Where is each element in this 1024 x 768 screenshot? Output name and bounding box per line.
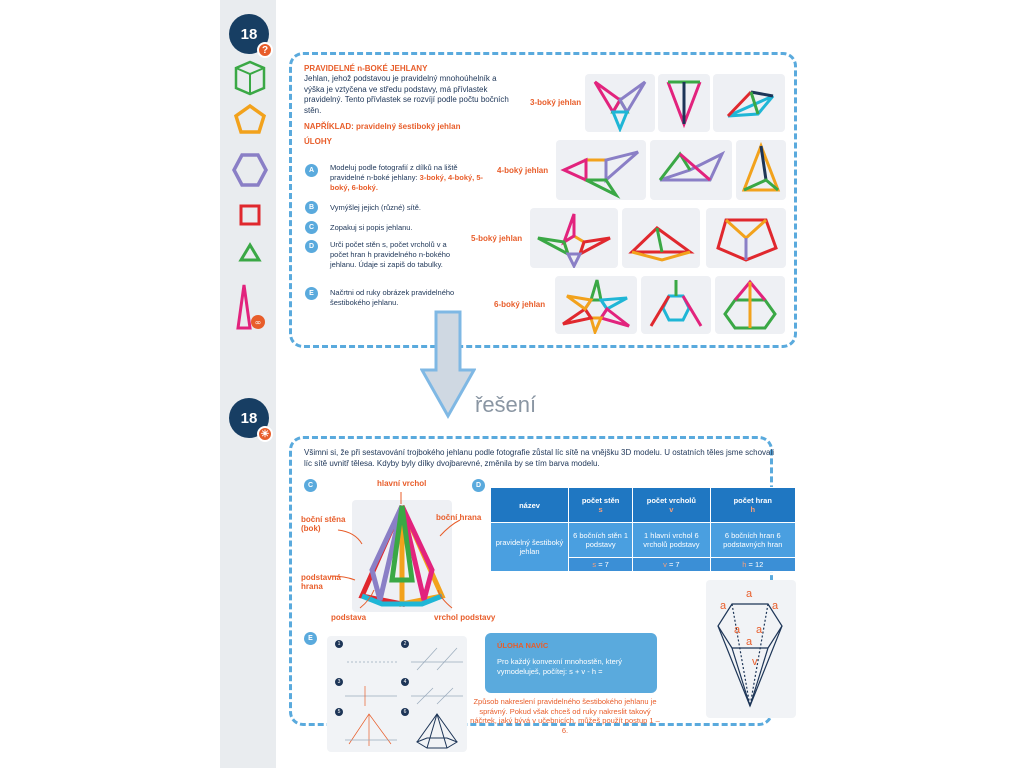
edge-label-a: a xyxy=(720,600,727,612)
label-apex: hlavní vrchol xyxy=(377,479,427,488)
tasks-heading: ÚLOHY xyxy=(304,137,332,146)
stats-table xyxy=(490,487,796,572)
cell-vertices: 1 hlavní vrchol 6 vrcholů podstavy xyxy=(633,523,710,558)
section-title: PRAVIDELNÉ n-BOKÉ JEHLANY xyxy=(304,64,428,73)
model-photo-4-pyramid xyxy=(736,140,786,200)
step-5 xyxy=(335,708,395,756)
intro-text: Jehlan, jehož podstavou je pravidelný mnohoúhelník a výška je vztyčena ve středu podstavy, má přívlastek pravidelný. Tento přívlastek se rozvíjí podle počtu bočních stěn. xyxy=(304,74,509,115)
shape-icons xyxy=(232,60,268,350)
model-photo-5-pyramid xyxy=(706,208,786,268)
step-number: 1 xyxy=(335,640,343,648)
total-faces-sym: s xyxy=(592,560,597,569)
edge-label-a: a xyxy=(746,636,753,648)
header-name: název xyxy=(491,488,569,523)
total-edges-val: = 12 xyxy=(748,560,764,569)
lightbulb-icon: ☀ xyxy=(257,426,273,442)
model-photo-6-net xyxy=(555,276,637,334)
edge-label-a: a xyxy=(734,624,741,636)
row-label-4: 4-boký jehlan xyxy=(497,166,549,175)
header-edges xyxy=(710,488,795,523)
label-pointers xyxy=(300,480,500,630)
label-base-vertex: vrchol podstavy xyxy=(434,613,496,622)
task-letter: B xyxy=(305,201,318,214)
pentagon-icon xyxy=(236,106,264,132)
question-icon: ? xyxy=(257,42,273,58)
task-c: Zopakuj si popis jehlanu. xyxy=(330,223,413,232)
row-label-3: 3-boký jehlan xyxy=(530,98,582,107)
height-label-v: v xyxy=(752,656,758,668)
model-photo-3-pyramid xyxy=(713,74,785,132)
total-edges xyxy=(710,558,795,572)
edge-label-a: a xyxy=(756,624,763,636)
task-e: Načrtni od ruky obrázek pravidelného šestibokého jehlanu. xyxy=(330,288,455,307)
task-a-highlight: 3-boký, 4-boký, 5-boký, 6-boký. xyxy=(330,173,484,192)
square-icon xyxy=(241,206,259,224)
total-edges-sym: h xyxy=(742,560,747,569)
solution-number: 18 xyxy=(240,409,258,427)
label-base-edge: podstavná hrana xyxy=(301,573,342,591)
tall-triangle-icon xyxy=(238,285,250,328)
model-photo-5-folded xyxy=(622,208,700,268)
solution-intro: Všimni si, že při sestavování trojbokého jehlanu podle fotografie zůstal líc sítě na vnějšku 3D modelu. U ostatních těles jsme schovali líc sítě uvnitř tělesa. Kdyby byly dílky dvojbarevné, změnila by se tím barva modelu. xyxy=(304,448,775,468)
total-faces-val: = 7 xyxy=(598,560,609,569)
arrow-down-icon xyxy=(420,310,476,420)
total-vertices-val: = 7 xyxy=(668,560,680,569)
model-photo-6-folded xyxy=(641,276,711,334)
step-number: 3 xyxy=(335,678,343,686)
header-vertices-label: počet vrcholů xyxy=(646,496,696,505)
task-letter: A xyxy=(305,164,318,177)
header-faces-sym: s xyxy=(598,505,603,514)
label-side-face: boční stěna (bok) xyxy=(301,515,346,533)
table-header-row xyxy=(491,488,796,523)
row-name: pravidelný šestiboký jehlan xyxy=(491,523,569,572)
svg-text:∞: ∞ xyxy=(254,318,262,327)
drawing-note: Způsob nakreslení pravidelného šestibokého jehlanu je správný. Pokud však chceš od ruky nakreslit takový náčrtek, jaký bývá v učebnicích, můžeš použít postup 1 – 6. xyxy=(470,697,660,735)
task-d: Urči počet stěn s, počet vrcholů v a počet hran h pravidelného n-bokého jehlanu. Údaje si zapiš do tabulky. xyxy=(330,240,451,269)
step-number: 5 xyxy=(335,708,343,716)
step-number: 6 xyxy=(401,708,409,716)
task-b: Vymýšlej jejich (různé) sítě. xyxy=(330,203,421,212)
hexagon-icon xyxy=(234,155,266,185)
pyramid-diagram xyxy=(706,580,796,718)
model-photo-3-net xyxy=(585,74,655,132)
solution-heading: řešení xyxy=(475,392,537,417)
solution-badge xyxy=(229,398,269,438)
header-faces xyxy=(569,488,633,523)
section-letter-e: E xyxy=(304,632,317,645)
drawing-steps xyxy=(327,636,467,752)
edge-label-a: a xyxy=(772,600,779,612)
model-photo-5-net xyxy=(530,208,618,268)
task-letter: E xyxy=(305,287,318,300)
cube-3d-icon xyxy=(236,62,264,94)
table-row xyxy=(491,523,796,558)
section-letter-d: D xyxy=(472,479,485,492)
task-a-text: Modeluj podle fotografií z dílků na liště pravidelné n-boké jehlany: xyxy=(330,163,458,182)
model-photo-4-net xyxy=(556,140,646,200)
header-vertices xyxy=(633,488,710,523)
total-faces xyxy=(569,558,633,572)
extra-task-text: Pro každý konvexní mnohostěn, který vymodeluješ, počítej: s + v - h = xyxy=(497,657,623,676)
triangle-icon xyxy=(241,245,259,260)
edge-label-a: a xyxy=(746,588,753,600)
header-edges-sym: h xyxy=(750,505,756,514)
task-letter: C xyxy=(305,221,318,234)
extra-task-title: ÚLOHA NAVÍC xyxy=(497,641,549,650)
total-vertices-sym: v xyxy=(663,560,667,569)
row-label-5: 5-boký jehlan xyxy=(471,234,523,243)
label-base: podstava xyxy=(331,613,367,622)
model-photo-3-tall xyxy=(658,74,710,132)
task-badge-top xyxy=(229,14,269,54)
task-number: 18 xyxy=(240,25,258,43)
cell-edges: 6 bočních hran 6 podstavných hran xyxy=(710,523,795,558)
task-a xyxy=(330,163,490,193)
theory-block xyxy=(304,64,514,146)
header-edges-label: počet hran xyxy=(733,496,772,505)
task-letter: D xyxy=(305,240,318,253)
section-letter-c: C xyxy=(304,479,317,492)
label-side-edge: boční hrana xyxy=(436,513,482,522)
header-faces-label: počet stěn xyxy=(581,496,620,505)
model-photo-6-pyramid xyxy=(715,276,785,334)
model-photo-4-folded xyxy=(650,140,732,200)
total-vertices xyxy=(633,558,710,572)
row-label-6: 6-boký jehlan xyxy=(494,300,546,309)
step-number: 2 xyxy=(401,640,409,648)
example-text: NAPŘÍKLAD: pravidelný šestiboký jehlan xyxy=(304,122,461,131)
extra-task-box xyxy=(485,633,657,693)
step-6 xyxy=(401,708,461,756)
cell-faces: 6 bočních stěn 1 podstavy xyxy=(569,523,633,558)
step-number: 4 xyxy=(401,678,409,686)
header-vertices-sym: v xyxy=(669,505,674,514)
